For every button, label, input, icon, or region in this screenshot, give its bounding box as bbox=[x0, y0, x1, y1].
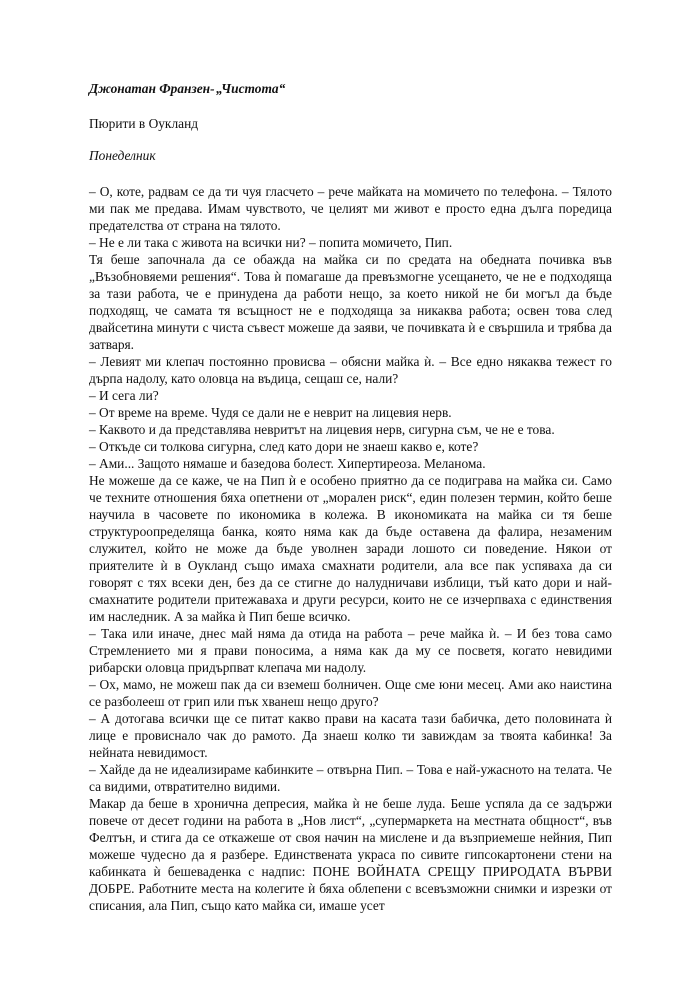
paragraph: Тя беше започнала да се обажда на майка си по средата на обедната почивка във „Възобновяеми решения“. Това ѝ помагаше да превъзмогне усещането, че не е подходяща за тази работа, че е принудена да работи нещо, за което никой не би могъл да бъде подходящ, че самата тя всъщност не е подходяща за никаква работа; освен това след двайсетина минути с чиста съвест можеше да заяви, че почивката ѝ е свършила и трябва да затваря. bbox=[89, 252, 612, 352]
section-day-heading: Понеделник bbox=[89, 148, 156, 163]
paragraph: – О, коте, радвам се да ти чуя гласчето – рече майката на момичето по телефона. – Тялото ми пак ме предава. Имам чувството, че целият ми живот е просто една дълга поредица предателства от страна на тялото. bbox=[89, 184, 612, 233]
paragraph: – Не е ли така с живота на всички ни? – попита момичето, Пип. bbox=[89, 235, 453, 250]
body-text bbox=[89, 183, 612, 914]
paragraph: – Ох, мамо, не можеш пак да си вземеш болничен. Още сме юни месец. Ами ако наистина се разболееш от грип или пък хванеш нещо друго? bbox=[89, 677, 612, 709]
work-title: „Чистота“ bbox=[216, 81, 286, 96]
paragraph: Макар да беше в хронична депресия, майка ѝ не беше луда. Беше успяла да се задържи повече от десет години на работа в „Нов лист“, „супермаркета на местната общност“, във Фелтън, и стига да се откажеше от своя начин на мислене и да възприемеше нейния, Пип можеше чудесно да я разбере. Единствената украса по сивите гипсокартонени стени на кабинката ѝ бешеваденка с надпис: ПОНЕ ВОЙНАТА СРЕЩУ ПРИРОДАТА ВЪРВИ ДОБРЕ. Работните места на колегите ѝ бяха облепени с всевъзможни снимки и изрезки от списания, ала Пип, също като майка си, имаше усет bbox=[89, 796, 612, 913]
paragraph: – Каквото и да представлява невритът на лицевия нерв, сигурна съм, че не е това. bbox=[89, 422, 555, 437]
paragraph: – Откъде си толкова сигурна, след като дори не знаеш какво е, коте? bbox=[89, 439, 479, 454]
document-title bbox=[89, 80, 612, 97]
paragraph: – Хайде да не идеализираме кабинките – отвърна Пип. – Това е най-ужасното на телата. Че са видими, отвратително видими. bbox=[89, 762, 612, 794]
title-separator: - bbox=[210, 81, 215, 96]
paragraph: – Така или иначе, днес май няма да отида на работа – рече майка ѝ. – И без това само Стремлението ми я прави поносима, а няма как да му се посветя, когато невидими рибарски оловца придърпват клепача ми надолу. bbox=[89, 626, 612, 675]
chapter-subtitle: Пюрити в Оукланд bbox=[89, 116, 199, 131]
paragraph: Не можеше да се каже, че на Пип ѝ е особено приятно да се подиграва на майка си. Само че техните отношения бяха опетнени от „морален риск“, един полезен термин, който беше научила в часовете по икономика в колежа. В икономиката на майка си тя беше структуроопределяща банка, която няма как да бъде оставена да фалира, незаменим служител, който не може да бъде уволнен заради лошото си поведение. Някои от приятелите ѝ в Оукланд също имаха смахнати родители, ала все пак успяваха да си говорят с тях всеки ден, без да се стигне до налудничави изблици, тъй като дори и най-смахнатите родители притежаваха и други ресурси, които не се изчерпваха с единствения им наследник. А за майка ѝ Пип беше всичко. bbox=[89, 473, 612, 624]
paragraph: – А дотогава всички ще се питат какво прави на касата тази бабичка, дето половината ѝ лице е провиснало чак до рамото. Да знаеш колко ти завиждам за твоята кабинка! За нейната невидимост. bbox=[89, 711, 612, 760]
paragraph: – Левият ми клепач постоянно провисва – обясни майка ѝ. – Все едно някаква тежест го дърпа надолу, като оловца на въдица, сещаш се, нали? bbox=[89, 354, 612, 386]
paragraph: – И сега ли? bbox=[89, 388, 159, 403]
document-page bbox=[89, 80, 612, 914]
author-name: Джонатан Франзен bbox=[89, 81, 211, 96]
paragraph: – От време на време. Чудя се дали не е неврит на лицевия нерв. bbox=[89, 405, 452, 420]
paragraph: – Ами... Защото нямаше и базедова болест. Хипертиреоза. Меланома. bbox=[89, 456, 486, 471]
